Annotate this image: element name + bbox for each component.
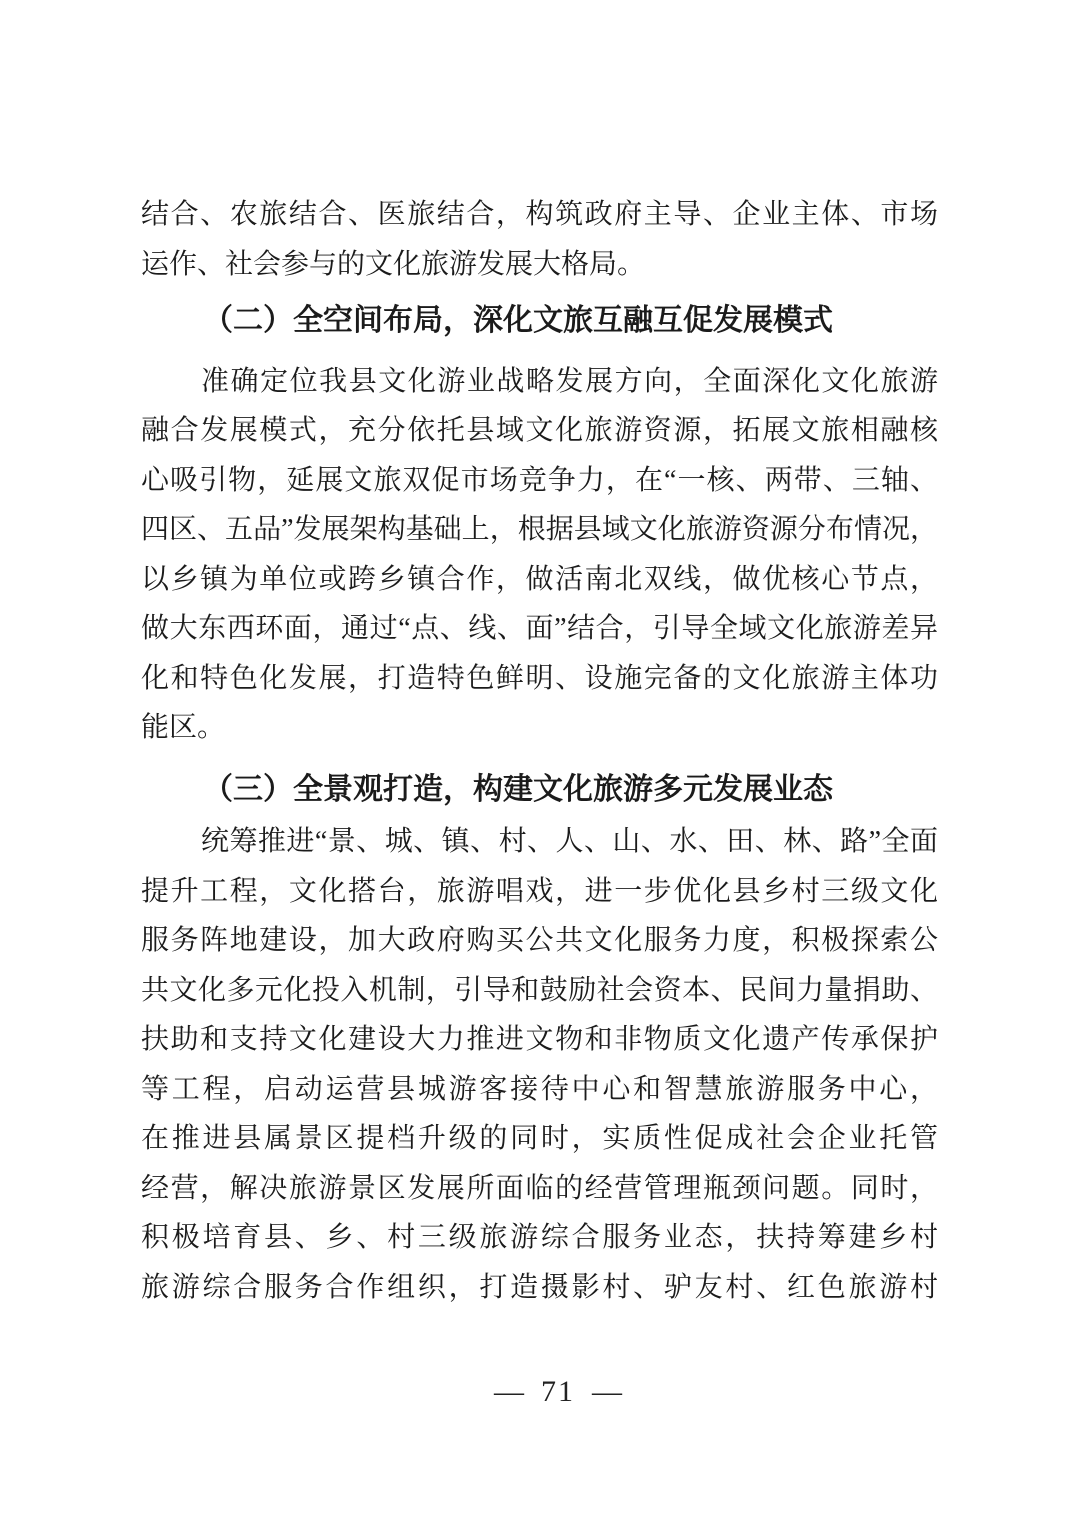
body-line: 在推进县属景区提档升级的同时，实质性促成社会企业托管 (141, 1123, 938, 1154)
document-page-body (141, 190, 938, 1312)
body-line: 结合、农旅结合、医旅结合，构筑政府主导、企业主体、市场 (141, 199, 938, 230)
body-line: 以乡镇为单位或跨乡镇合作，做活南北双线，做优核心节点， (141, 563, 938, 595)
body-line: 提升工程，文化搭台，旅游唱戏，进一步优化县乡村三级文化 (141, 875, 938, 907)
body-line: 融合发展模式，充分依托县域文化旅游资源，拓展文旅相融核 (141, 415, 938, 446)
body-line: 运作、社会参与的文化旅游发展大格局。 (141, 248, 646, 280)
body-line: 能区。 (141, 712, 226, 743)
footer-dash-right: — (592, 1375, 622, 1408)
body-line: 旅游综合服务合作组织，打造摄影村、驴友村、红色旅游村 (141, 1271, 938, 1303)
page-number: 71 (541, 1375, 575, 1408)
body-line: 四区、五品”发展架构基础上，根据县域文化旅游资源分布情况， (141, 514, 938, 545)
body-line: 准确定位我县文化游业战略发展方向，全面深化文化旅游 (201, 365, 938, 397)
body-line: 扶助和支持文化建设大力推进文物和非物质文化遗产传承保护 (141, 1024, 938, 1055)
page-footer (23, 1372, 1070, 1412)
body-line: 做大东西环面，通过“点、线、面”结合，引导全域文化旅游差异 (141, 613, 938, 644)
body-line: 服务阵地建设，加大政府购买公共文化服务力度，积极探索公 (141, 925, 938, 956)
body-line: 心吸引物，延展文旅双促市场竞争力，在“一核、两带、三轴、 (141, 464, 938, 496)
section-heading-3: （三）全景观打造，构建文化旅游多元发展业态 (203, 772, 833, 806)
body-line: 统筹推进“景、城、镇、村、人、山、水、田、林、路”全面 (201, 826, 938, 857)
body-line: 共文化多元化投入机制，引导和鼓励社会资本、民间力量捐助、 (141, 974, 938, 1006)
body-line: 化和特色化发展，打造特色鲜明、设施完备的文化旅游主体功 (141, 662, 938, 694)
body-line: 经营，解决旅游景区发展所面临的经营管理瓶颈问题。同时， (141, 1172, 938, 1204)
body-line: 积极培育县、乡、村三级旅游综合服务业态，扶持筹建乡村 (141, 1222, 938, 1253)
body-line: 等工程，启动运营县城游客接待中心和智慧旅游服务中心， (141, 1073, 938, 1105)
footer-dash-left: — (494, 1375, 524, 1408)
section-heading-2: （二）全空间布局，深化文旅互融互促发展模式 (203, 304, 833, 337)
